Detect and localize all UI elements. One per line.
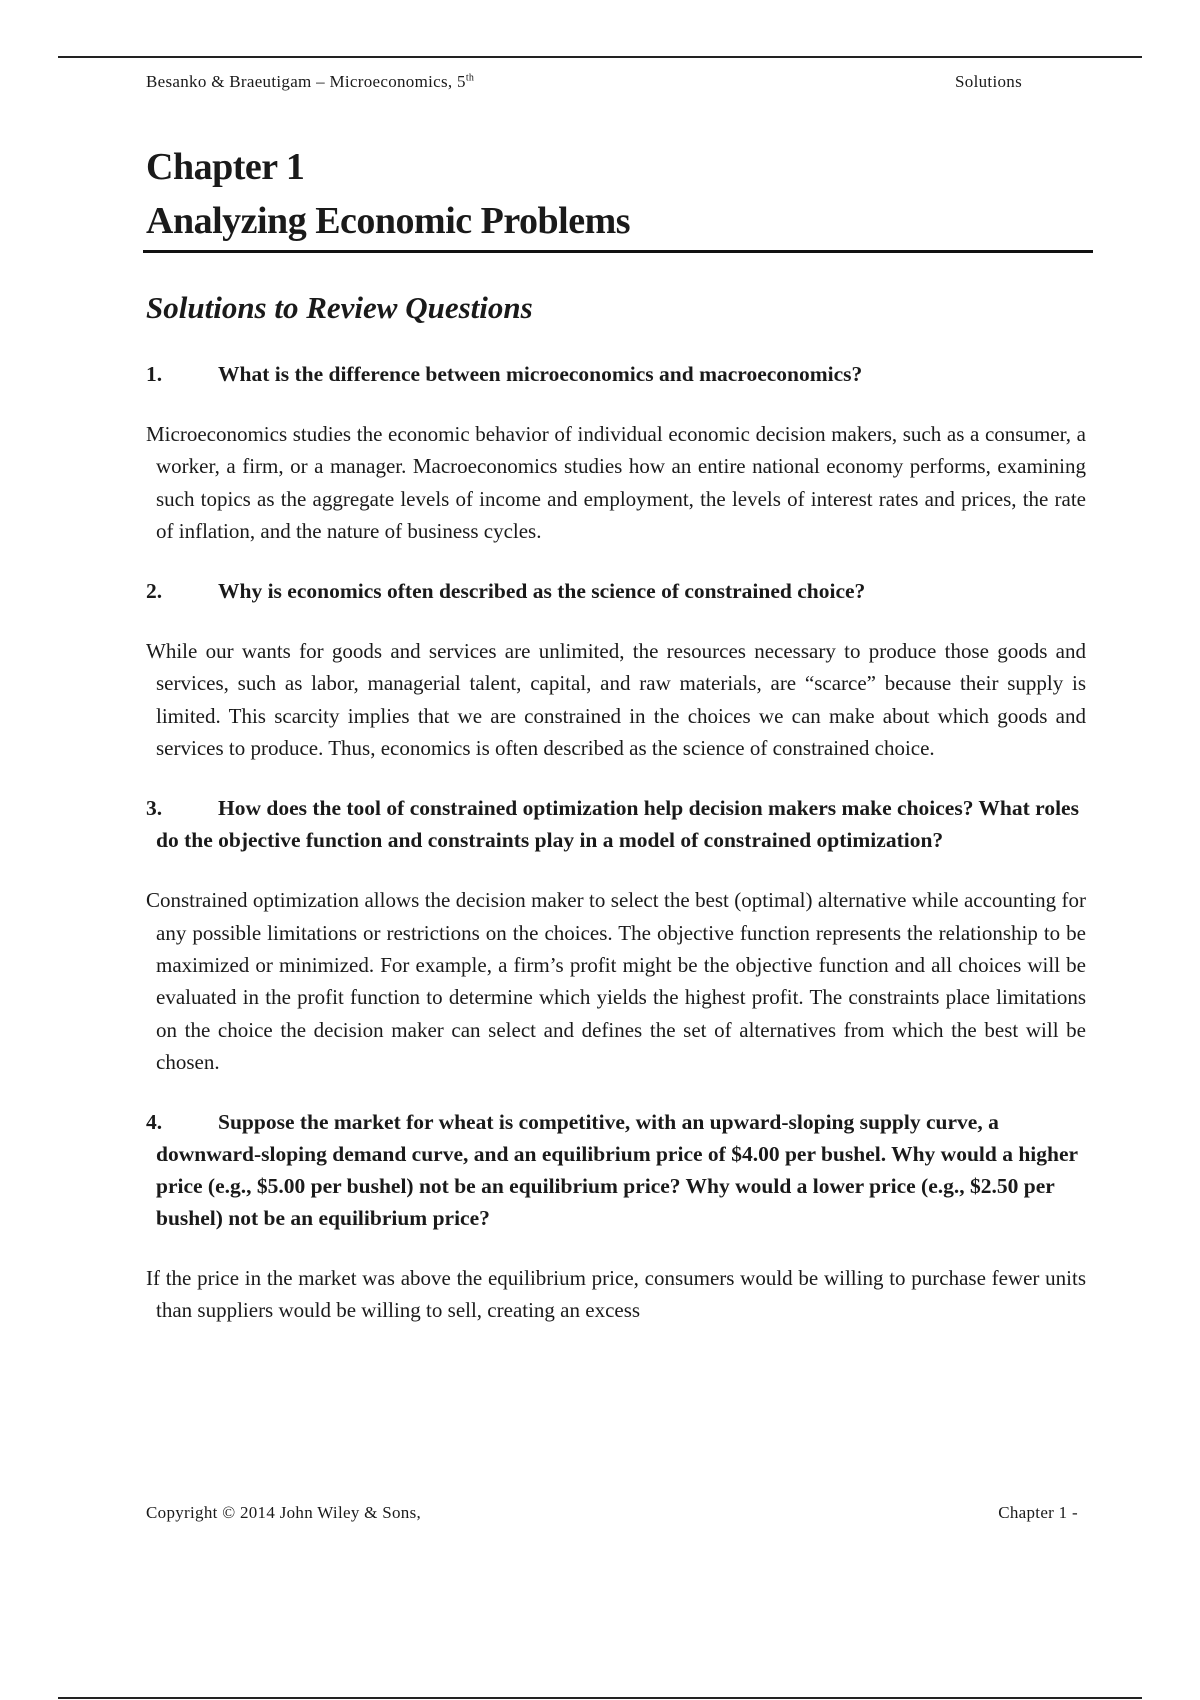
question-number: 3. <box>146 796 163 821</box>
top-rule <box>58 56 1142 58</box>
title-rule <box>143 250 1093 253</box>
chapter-title-block <box>146 140 1092 248</box>
answer-1: Microeconomics studies the economic behavior of individual economic decision makers, such as a consumer, a worker, a firm, or a manager. Macroeconomics studies how an entire national economy performs, examining such topics as the aggregate levels of income and employment, the levels of interest rates and prices, the rate of inflation, and the nature of business cycles. <box>146 422 1086 543</box>
bottom-rule <box>58 1697 1142 1699</box>
footer-copyright: Copyright © 2014 John Wiley & Sons, <box>146 1503 422 1522</box>
section-title: Solutions to Review Questions <box>146 290 533 325</box>
page-footer <box>146 1503 1078 1523</box>
answer-4: If the price in the market was above the equilibrium price, consumers would be willing to purchase fewer units than suppliers would be willing to sell, creating an excess <box>146 1266 1086 1323</box>
question-number: 1. <box>146 362 163 386</box>
question-text: What is the difference between microeconomics and macroeconomics? <box>218 362 863 386</box>
question-1 <box>146 358 1086 390</box>
chapter-title: Analyzing Economic Problems <box>146 200 631 242</box>
question-3 <box>146 792 1086 856</box>
header-book-title-text: Besanko & Braeutigam – Microeconomics, 5 <box>146 72 466 91</box>
answer-2: While our wants for goods and services are unlimited, the resources necessary to produce those goods and services, such as labor, managerial talent, capital, and raw materials, are “scarce” because their supply is limited. This scarcity implies that we are constrained in the choices we can make about which goods and services to produce. Thus, economics is often described as the science of constrained choice. <box>146 639 1086 761</box>
question-number: 2. <box>146 579 163 604</box>
header-edition-superscript: th <box>465 72 475 84</box>
running-header <box>146 72 1022 92</box>
header-book-title <box>146 72 474 92</box>
question-4 <box>146 1106 1086 1234</box>
footer-page-label: Chapter 1 - <box>998 1503 1078 1522</box>
question-2 <box>146 575 1086 607</box>
chapter-number: Chapter 1 <box>146 146 305 188</box>
header-solutions: Solutions <box>955 72 1022 91</box>
answer-3: Constrained optimization allows the decision maker to select the best (optimal) alternative while accounting for any possible limitations or restrictions on the choices. The objective function represents the relationship to be maximized or minimized. For example, a firm’s profit might be the objective function and all choices will be evaluated in the profit function to determine which yields the highest profit. The constraints place limitations on the choice the decision maker can select and defines the set of alternatives from which the best will be chosen. <box>146 888 1086 1074</box>
questions-list <box>146 358 1086 1355</box>
question-text: Why is economics often described as the science of constrained choice? <box>218 579 866 604</box>
question-text: How does the tool of constrained optimization help decision makers make choices? What roles do the objective function and constraints play in a model of constrained optimization? <box>156 796 1079 853</box>
question-number: 4. <box>146 1110 163 1135</box>
question-text: Suppose the market for wheat is competitive, with an upward-sloping supply curve, a downward-sloping demand curve, and an equilibrium price of $4.00 per bushel. Why would a higher price (e.g., $5.00 per bushel) not be an equilibrium price? Why would a lower price (e.g., $2.50 per bushel) not be an equilibrium price? <box>156 1110 1078 1231</box>
